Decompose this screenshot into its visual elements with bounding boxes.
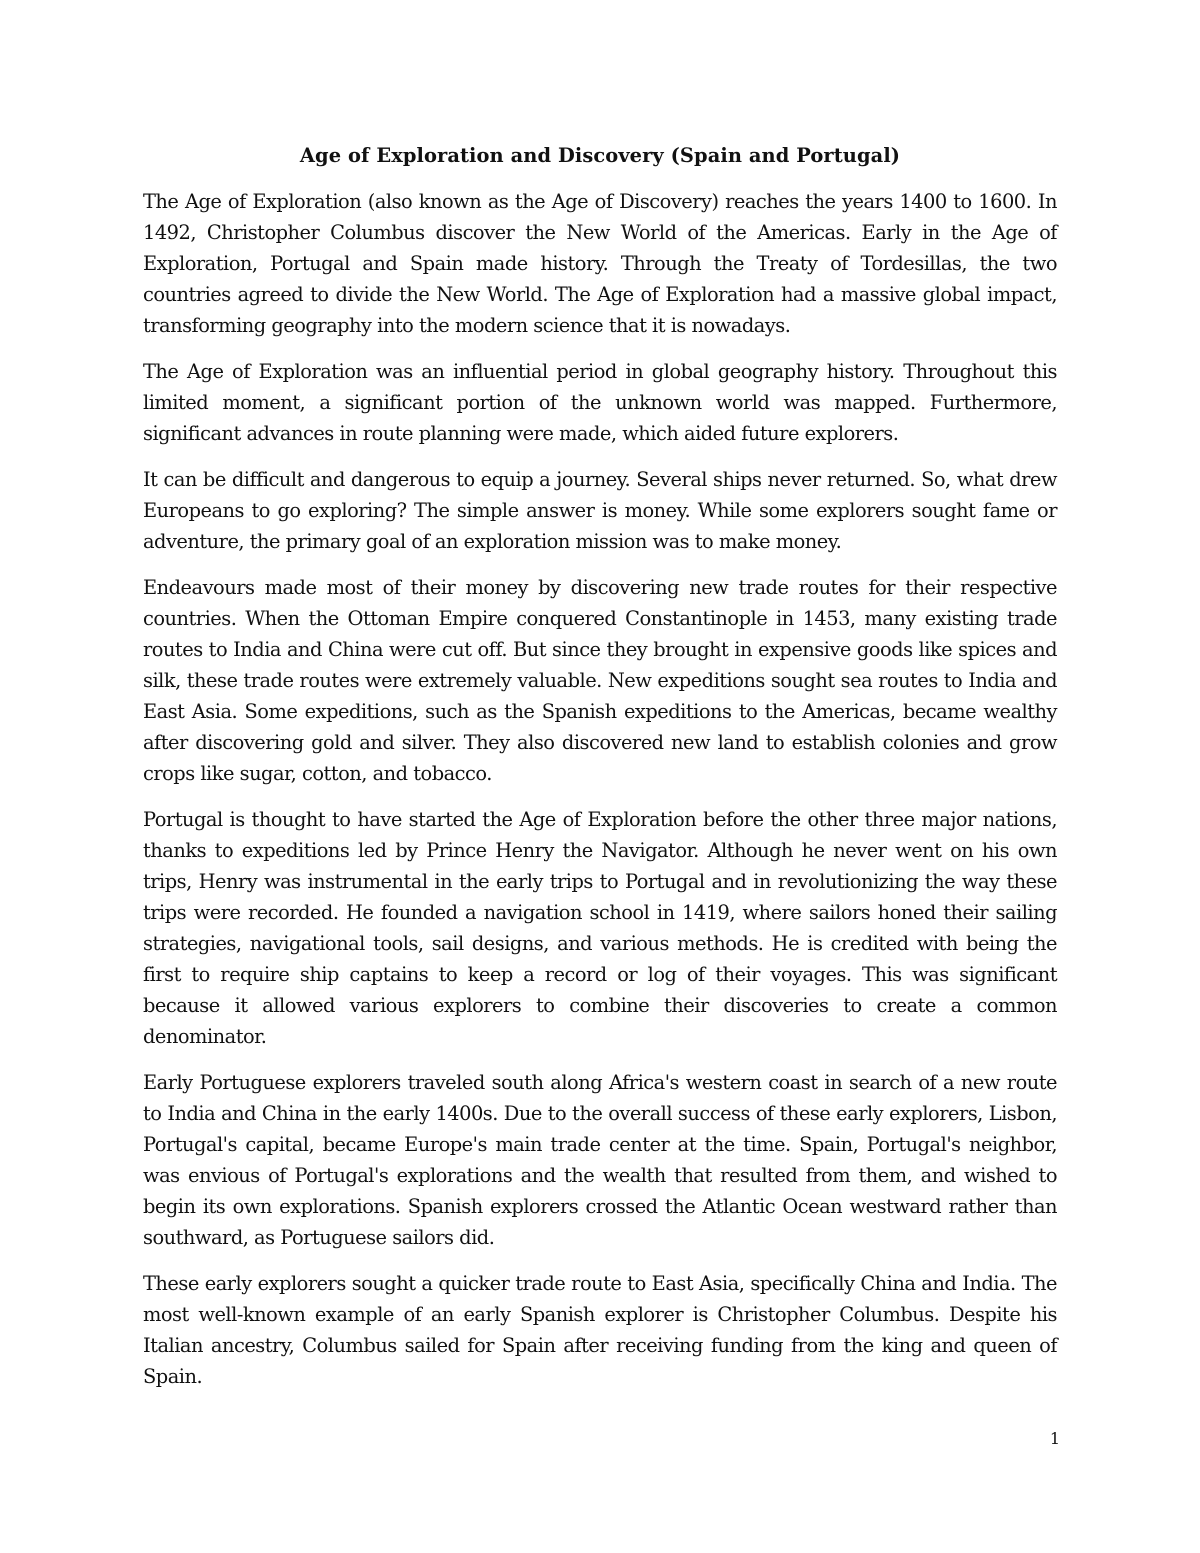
paragraph-5: Portugal is thought to have started the Age of Exploration before the other three major nations, thanks to expeditions led by Prince Henry the Navigator. Although he never went on his own trips, Henry was instrumental in the early trips to Portugal and in revolutionizing the way these trips were recorded. He founded a navigation school in 1419, where sailors honed their sailing strategies, navigational tools, sail designs, and various methods. He is credited with being the first to require ship captains to keep a record or log of their voyages. This was significant because it allowed various explorers to combine their discoveries to create a common denominator. xyxy=(143,808,1057,1048)
document-body xyxy=(143,140,1057,1407)
paragraph-7: These early explorers sought a quicker trade route to East Asia, specifically China and India. The most well-known example of an early Spanish explorer is Christopher Columbus. Despite his Italian ancestry, Columbus sailed for Spain after receiving funding from the king and queen of Spain. xyxy=(143,1272,1057,1388)
page-number: 1 xyxy=(1049,1429,1060,1448)
paragraph-2: The Age of Exploration was an influential period in global geography history. Throughout this limited moment, a significant portion of the unknown world was mapped. Furthermore, significant advances in route planning were made, which aided future explorers. xyxy=(143,360,1057,445)
paragraph-1: The Age of Exploration (also known as the Age of Discovery) reaches the years 1400 to 1600. In 1492, Christopher Columbus discover the New World of the Americas. Early in the Age of Exploration, Portugal and Spain made history. Through the Treaty of Tordesillas, the two countries agreed to divide the New World. The Age of Exploration had a massive global impact, transforming geography into the modern science that it is nowadays. xyxy=(143,190,1057,337)
paragraph-6: Early Portuguese explorers traveled south along Africa's western coast in search of a new route to India and China in the early 1400s. Due to the overall success of these early explorers, Lisbon, Portugal's capital, became Europe's main trade center at the time. Spain, Portugal's neighbor, was envious of Portugal's explorations and the wealth that resulted from them, and wished to begin its own explorations. Spanish explorers crossed the Atlantic Ocean westward rather than southward, as Portuguese sailors did. xyxy=(143,1071,1057,1249)
paragraph-3: It can be difficult and dangerous to equip a journey. Several ships never returned. So, what drew Europeans to go exploring? The simple answer is money. While some explorers sought fame or adventure, the primary goal of an exploration mission was to make money. xyxy=(143,468,1057,553)
paragraph-4: Endeavours made most of their money by discovering new trade routes for their respective countries. When the Ottoman Empire conquered Constantinople in 1453, many existing trade routes to India and China were cut off. But since they brought in expensive goods like spices and silk, these trade routes were extremely valuable. New expeditions sought sea routes to India and East Asia. Some expeditions, such as the Spanish expeditions to the Americas, became wealthy after discovering gold and silver. They also discovered new land to establish colonies and grow crops like sugar, cotton, and tobacco. xyxy=(143,576,1057,785)
document-title: Age of Exploration and Discovery (Spain and Portugal) xyxy=(299,144,901,167)
